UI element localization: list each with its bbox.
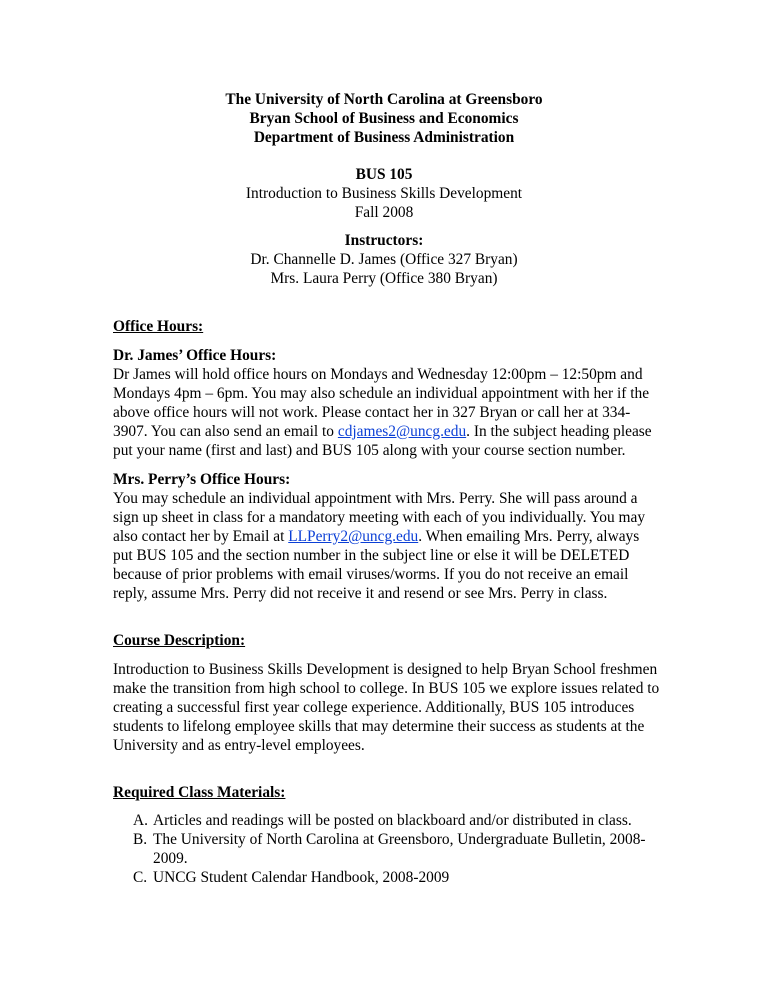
office-hours-heading: Office Hours:	[113, 318, 204, 335]
perry-line-3-pre: also contact her by Email at	[113, 528, 289, 545]
perry-line-2: sign up sheet in class for a mandatory meeting with each of you individually. You may	[113, 509, 646, 526]
description-line-4: students to lifelong employee skills that may determine their success as students at the	[113, 718, 645, 735]
perry-line-6: reply, assume Mrs. Perry did not receive it and resend or see Mrs. Perry in class.	[113, 585, 608, 602]
list-item-text: Articles and readings will be posted on blackboard and/or distributed in class.	[153, 812, 632, 829]
perry-line-3-post: . When emailing Mrs. Perry, always	[418, 528, 640, 545]
instructor-perry: Mrs. Laura Perry (Office 380 Bryan)	[270, 270, 498, 287]
list-marker: C.	[133, 869, 148, 886]
list-marker: A.	[133, 812, 148, 829]
james-line-4	[113, 422, 673, 441]
course-description-heading: Course Description:	[113, 632, 246, 649]
instructors-label: Instructors:	[344, 232, 424, 249]
course-description-text	[113, 660, 673, 755]
james-line-3: above office hours will not work. Please contact her in 327 Bryan or call her at 334-	[113, 404, 631, 421]
perry-office-hours-text	[113, 489, 673, 603]
school-name: Bryan School of Business and Economics	[249, 110, 519, 127]
materials-list	[133, 811, 646, 887]
james-line-4-post: . In the subject heading please	[466, 423, 652, 440]
james-office-hours-text	[113, 365, 673, 460]
description-line-5: University and as entry-level employees.	[113, 737, 365, 754]
james-line-5: put your name (first and last) and BUS 105 along with your course section number.	[113, 442, 626, 459]
perry-line-5: because of prior problems with email viruses/worms. If you do not receive an email	[113, 566, 629, 583]
department-name: Department of Business Administration	[253, 129, 515, 146]
perry-line-3	[113, 527, 673, 546]
james-email-link[interactable]: cdjames2@uncg.edu	[337, 423, 467, 440]
perry-line-4: put BUS 105 and the section number in the subject line or else it will be DELETED	[113, 547, 630, 564]
list-item-text: UNCG Student Calendar Handbook, 2008-2009	[153, 869, 450, 886]
perry-office-hours-title: Mrs. Perry’s Office Hours:	[113, 471, 291, 488]
james-line-1: Dr James will hold office hours on Mondays and Wednesday 12:00pm – 12:50pm and	[113, 366, 643, 383]
list-marker: B.	[133, 831, 148, 848]
perry-line-1: You may schedule an individual appointment with Mrs. Perry. She will pass around a	[113, 490, 638, 507]
description-line-2: make the transition from high school to college. In BUS 105 we explore issues related to	[113, 680, 660, 697]
perry-email-link[interactable]: LLPerry2@uncg.edu	[288, 528, 419, 545]
list-item-text: The University of North Carolina at Greensboro, Undergraduate Bulletin, 2008-	[153, 831, 646, 848]
james-line-2: Mondays 4pm – 6pm. You may also schedule an individual appointment with her if the	[113, 385, 650, 402]
list-item	[133, 811, 646, 830]
institution-header	[0, 90, 768, 147]
list-item-continuation: 2009.	[153, 850, 188, 867]
course-code: BUS 105	[355, 166, 413, 183]
description-line-1: Introduction to Business Skills Development is designed to help Bryan School freshmen	[113, 661, 658, 678]
university-name: The University of North Carolina at Greensboro	[225, 91, 543, 108]
course-info	[0, 165, 768, 222]
list-item	[133, 868, 646, 887]
james-office-hours-title: Dr. James’ Office Hours:	[113, 347, 277, 364]
materials-heading: Required Class Materials:	[113, 784, 286, 801]
course-title: Introduction to Business Skills Development	[245, 185, 523, 202]
james-line-4-pre: 3907. You can also send an email to	[113, 423, 338, 440]
instructors-block	[0, 231, 768, 288]
course-term: Fall 2008	[354, 204, 414, 221]
description-line-3: creating a successful first year college experience. Additionally, BUS 105 introduces	[113, 699, 635, 716]
instructor-james: Dr. Channelle D. James (Office 327 Bryan)	[250, 251, 518, 268]
list-item	[133, 830, 646, 849]
